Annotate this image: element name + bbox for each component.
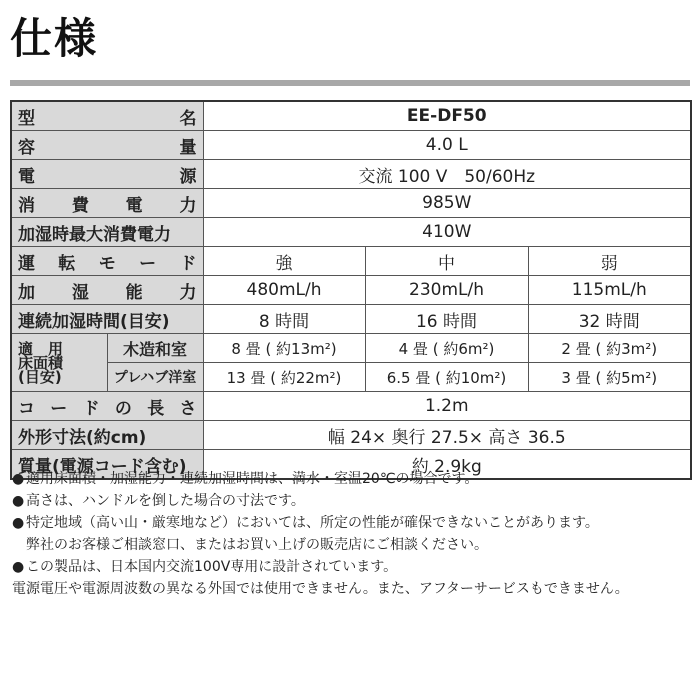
max-power-humidify-label: 加湿時最大消費電力 (11, 218, 203, 247)
bullet-icon: ● (12, 471, 25, 487)
model-label (11, 101, 203, 131)
mode-weak: 弱 (528, 247, 691, 276)
note-item (12, 512, 692, 556)
note-text-continued: 弊社のお客様ご相談窓口、またはお買い上げの販売店にご相談ください。 (26, 537, 488, 553)
table-row (11, 247, 691, 276)
mode-strong: 強 (203, 247, 365, 276)
table-row (11, 101, 691, 131)
table-row (11, 276, 691, 305)
continuous-time-medium: 16 時間 (365, 305, 528, 334)
prefab-room-weak: 3 畳 ( 約5m²) (528, 363, 691, 392)
humidify-capacity-medium: 230mL/h (365, 276, 528, 305)
max-power-humidify-value: 410W (203, 218, 691, 247)
bullet-icon: ● (12, 493, 25, 509)
table-row (11, 131, 691, 160)
spec-table (10, 100, 692, 480)
table-row (11, 160, 691, 189)
capacity-value: 4.0 L (203, 131, 691, 160)
humidify-capacity-strong: 480mL/h (203, 276, 365, 305)
continuous-time-weak: 32 時間 (528, 305, 691, 334)
note-text: この製品は、日本国内交流100V専用に設計されています。 (26, 559, 398, 575)
note-item (12, 556, 692, 600)
prefab-room-strong: 13 畳 ( 約22m²) (203, 363, 365, 392)
weight-value: 約 2.9kg (203, 450, 691, 480)
power-source-label: 電 源 (11, 160, 203, 189)
note-item (12, 468, 692, 490)
humidify-capacity-weak: 115mL/h (528, 276, 691, 305)
dimensions-value: 幅 24× 奥行 27.5× 高さ 36.5 (203, 421, 691, 450)
cord-length-label: コ ー ド の 長 さ (11, 392, 203, 421)
table-row (11, 305, 691, 334)
continuous-time-strong: 8 時間 (203, 305, 365, 334)
floor-area-label (11, 334, 107, 392)
table-row (11, 334, 691, 363)
dimensions-label: 外形寸法(約cm) (11, 421, 203, 450)
wood-room-weak: 2 畳 ( 約3m²) (528, 334, 691, 363)
note-text: 特定地域（高い山・厳寒地など）においては、所定の性能が確保できないことがあります。 (26, 515, 599, 531)
model-value: EE-DF50 (203, 101, 691, 131)
wood-room-medium: 4 畳 ( 約6m²) (365, 334, 528, 363)
floor-area-label-line2: 床面積 (18, 353, 64, 372)
mode-label: 運 転 モ ー ド (11, 247, 203, 276)
table-row (11, 189, 691, 218)
power-consumption-value: 985W (203, 189, 691, 218)
table-row (11, 421, 691, 450)
note-text: 適用床面積・加湿能力・連続加湿時間は、満水・室温20℃の場合です。 (26, 471, 479, 487)
bullet-icon: ● (12, 559, 25, 575)
table-row (11, 218, 691, 247)
table-row (11, 392, 691, 421)
wood-room-label: 木造和室 (107, 334, 203, 363)
floor-area-label-line3: (目安) (18, 367, 62, 386)
power-source-value: 交流 100 V 50/60Hz (203, 160, 691, 189)
table-row (11, 363, 691, 392)
bullet-icon: ● (12, 515, 25, 531)
prefab-room-medium: 6.5 畳 ( 約10m²) (365, 363, 528, 392)
note-text-continued: 電源電圧や電源周波数の異なる外国では使用できません。また、アフターサービスもできません。 (12, 581, 629, 597)
page-title: 仕様 (10, 14, 99, 63)
continuous-time-label: 連続加湿時間(目安) (11, 305, 203, 334)
mode-medium: 中 (365, 247, 528, 276)
capacity-label: 容 量 (11, 131, 203, 160)
spread-label: 型 名 (18, 108, 197, 129)
weight-label: 質量(電源コード含む) (11, 450, 203, 480)
cord-length-value: 1.2m (203, 392, 691, 421)
note-text: 高さは、ハンドルを倒した場合の寸法です。 (26, 493, 305, 509)
wood-room-strong: 8 畳 ( 約13m²) (203, 334, 365, 363)
power-consumption-label: 消 費 電 力 (11, 189, 203, 218)
title-divider (10, 80, 690, 86)
floor-area-label-line1: 適 用 (18, 339, 64, 358)
humidify-capacity-label: 加 湿 能 力 (11, 276, 203, 305)
note-item (12, 490, 692, 512)
prefab-room-label: プレハブ洋室 (107, 363, 203, 392)
notes-list (12, 468, 692, 600)
